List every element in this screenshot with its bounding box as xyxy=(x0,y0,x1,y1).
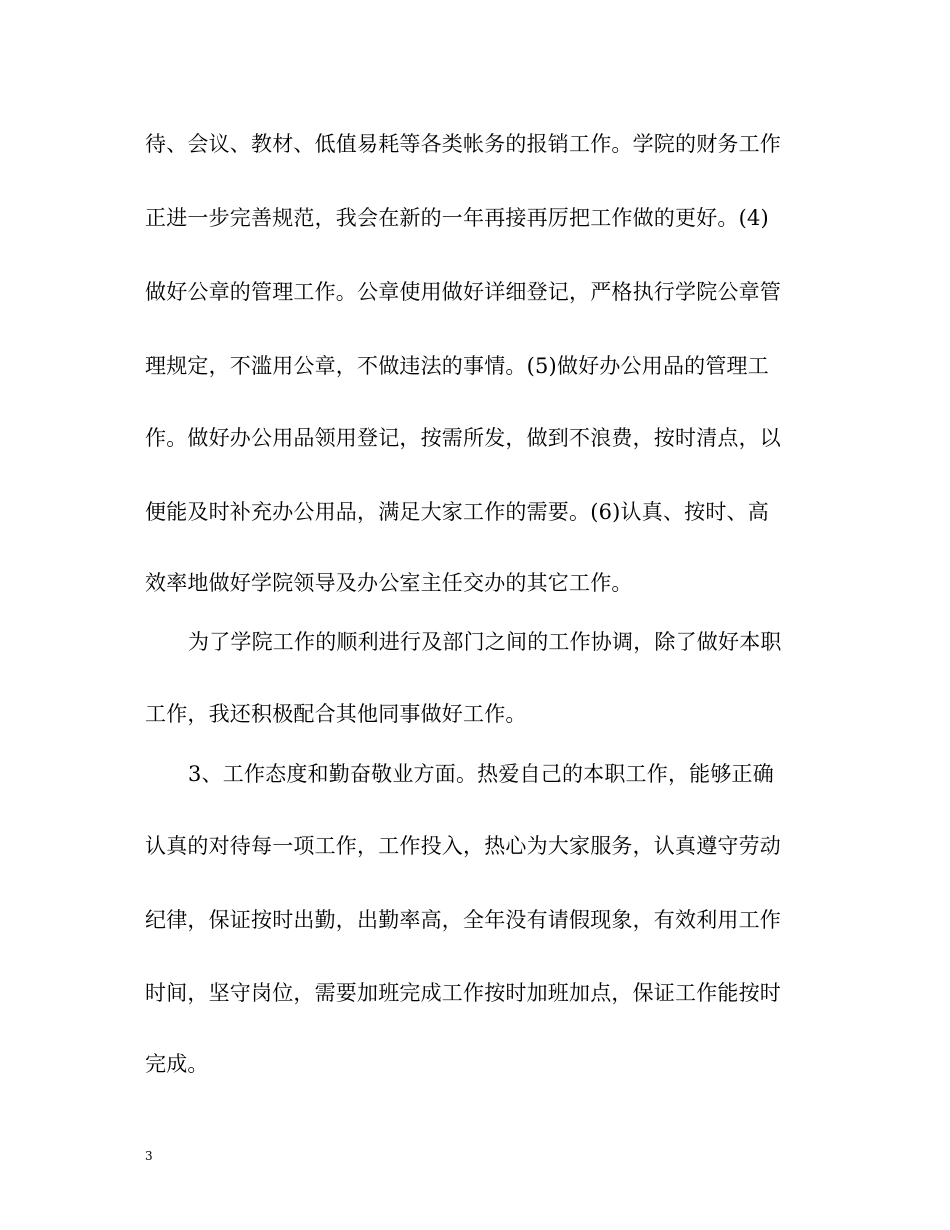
text-line: 认真的对待每一项工作，工作投入，热心为大家服务，认真遵守劳动 xyxy=(145,834,781,858)
text-line: 纪律，保证按时出勤，出勤率高，全年没有请假现象，有效利用工作 xyxy=(145,908,781,932)
text-line: 理规定，不滥用公章，不做违法的事情。(5)做好办公用品的管理工 xyxy=(145,354,769,378)
text-line: 效率地做好学院领导及办公室主任交办的其它工作。 xyxy=(145,571,633,595)
paragraph-first-line: 为了学院工作的顺利进行及部门之间的工作协调，除了做好本职 xyxy=(188,630,782,654)
text-line: 时间，坚守岗位，需要加班完成工作按时加班加点，保证工作能按时 xyxy=(145,981,781,1005)
text-line: 作。做好办公用品领用登记，按需所发，做到不浪费，按时清点，以 xyxy=(145,426,781,450)
text-line: 工作，我还积极配合其他同事做好工作。 xyxy=(145,702,527,726)
text-line: 待、会议、教材、低值易耗等各类帐务的报销工作。学院的财务工作 xyxy=(145,132,781,156)
paragraph-first-line: 3、工作态度和勤奋敬业方面。热爱自己的本职工作，能够正确 xyxy=(188,762,774,786)
text-line: 完成。 xyxy=(145,1052,209,1076)
text-line: 做好公章的管理工作。公章使用做好详细登记，严格执行学院公章管 xyxy=(145,280,781,304)
page-number: 3 xyxy=(145,1149,153,1163)
text-line: 正进一步完善规范，我会在新的一年再接再厉把工作做的更好。(4) xyxy=(145,206,769,230)
text-line: 便能及时补充办公用品，满足大家工作的需要。(6)认真、按时、高 xyxy=(145,500,769,524)
